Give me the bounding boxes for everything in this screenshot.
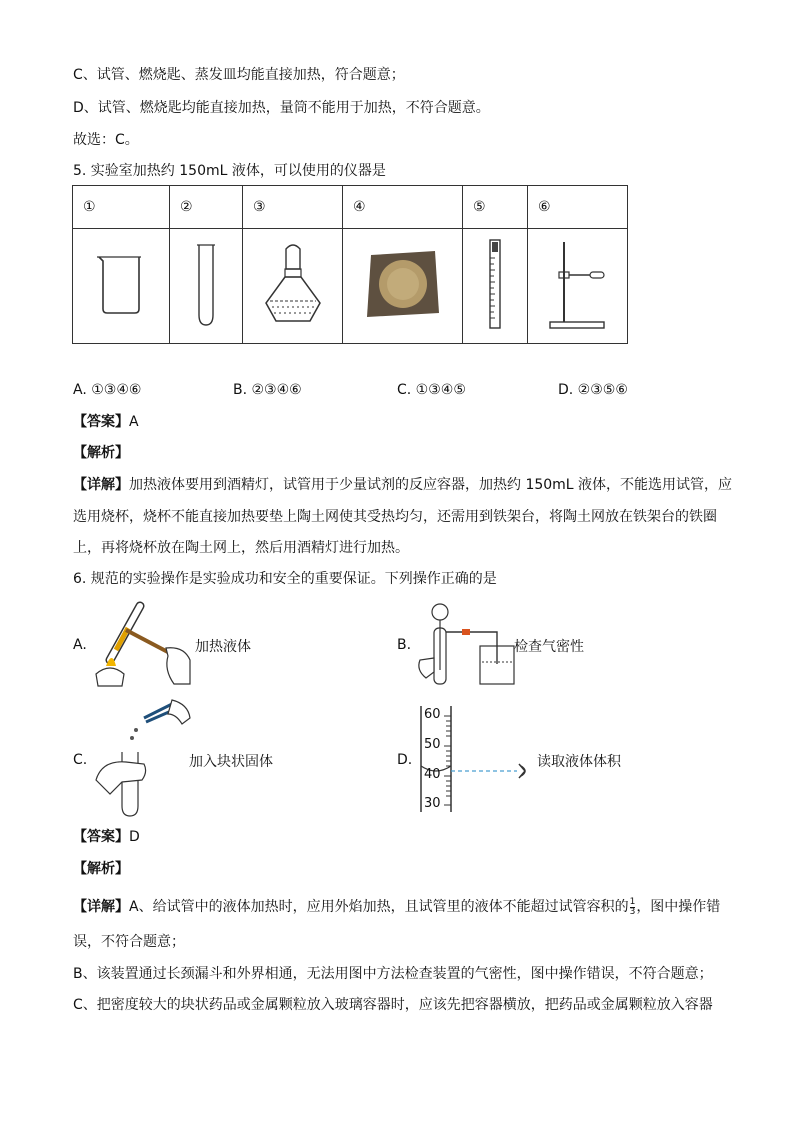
adding-solid-figure [92, 698, 192, 820]
beaker-cell [73, 229, 170, 344]
analysis-tag: 【解析】 [73, 445, 129, 461]
apparatus-number: ④ [343, 186, 463, 229]
scale-label: 50 [424, 737, 441, 752]
q5-detail-line: 选用烧杯，烧杯不能直接加热要垫上陶土网使其受热均匀，还需用到铁架台，将陶土网放在铁架台的铁圈 [73, 509, 717, 525]
graduated-cylinder-icon [483, 236, 507, 332]
q5-option-d: D. ②③⑤⑥ [558, 382, 628, 398]
test-tube-icon [191, 239, 221, 329]
q6-detail-line [73, 897, 720, 917]
q6-detail-line: C、把密度较大的块状药品或金属颗粒放入玻璃容器时，应该先把容器横放，把药品或金属颗粒放入容器 [73, 997, 713, 1013]
iron-stand-icon [546, 236, 610, 332]
fraction [630, 898, 636, 917]
question-5-stem: 5. 实验室加热约 150mL 液体，可以使用的仪器是 [73, 163, 386, 179]
detail-text: A、给试管中的液体加热时，应用外焰加热，且试管里的液体不能超过试管容积的 [129, 899, 629, 915]
answer-tag: 【答案】 [73, 414, 129, 430]
q6-option-c-label: 加入块状固体 [189, 754, 273, 770]
scale-label: 60 [424, 707, 441, 722]
q6-option-b-label: 检查气密性 [514, 639, 584, 655]
q6-option-d-letter: D. [397, 752, 413, 768]
scale-label: 30 [424, 796, 441, 811]
detail-tag: 【详解】 [73, 899, 129, 915]
answer-value: A [129, 414, 139, 430]
q6-option-c-letter: C. [73, 752, 88, 768]
q5-analysis-tag [73, 443, 129, 463]
scale-label: 40 [424, 767, 441, 782]
q6-analysis-tag [73, 859, 129, 879]
beaker-icon [91, 249, 151, 319]
detail-text: ，图中操作错 [636, 899, 721, 915]
apparatus-number: ⑥ [528, 186, 628, 229]
apparatus-number: ② [170, 186, 243, 229]
text-line: C、试管、燃烧匙、蒸发皿均能直接加热，符合题意； [73, 67, 405, 83]
ceramic-gauze-cell [343, 229, 463, 344]
analysis-tag: 【解析】 [73, 861, 129, 877]
q5-option-a: A. ①③④⑥ [73, 382, 142, 398]
q5-option-b: B. ②③④⑥ [233, 382, 302, 398]
detail-tag: 【详解】 [73, 477, 129, 493]
question-6-stem: 6. 规范的实验操作是实验成功和安全的重要保证。下列操作正确的是 [73, 571, 497, 587]
detail-text: 加热液体要用到酒精灯，试管用于少量试剂的反应容器，加热约 150mL 液体，不能选用试管，应 [129, 477, 733, 493]
alcohol-lamp-cell [243, 229, 343, 344]
test-tube-cell [170, 229, 243, 344]
q5-answer [73, 412, 139, 432]
q5-option-c: C. ①③④⑤ [397, 382, 466, 398]
apparatus-table [72, 185, 628, 344]
q6-option-b-letter: B. [397, 637, 412, 653]
q6-option-d-label: 读取液体体积 [537, 754, 621, 770]
heating-liquid-figure [88, 600, 193, 690]
answer-value: D [129, 829, 140, 845]
text-line: D、试管、燃烧匙均能直接加热，量筒不能用于加热，不符合题意。 [73, 100, 490, 116]
apparatus-number: ⑤ [463, 186, 528, 229]
q6-option-a-label: 加热液体 [195, 639, 251, 655]
apparatus-number: ③ [243, 186, 343, 229]
text-line: 故选：C。 [73, 132, 139, 148]
answer-tag: 【答案】 [73, 829, 129, 845]
fraction-numerator: 1 [629, 896, 636, 907]
iron-stand-cell [528, 229, 628, 344]
apparatus-number: ① [73, 186, 170, 229]
fraction-denominator: 3 [629, 906, 636, 917]
alcohol-lamp-icon [258, 239, 328, 329]
q5-detail-line [73, 475, 732, 495]
ceramic-gauze-icon [363, 247, 443, 321]
airtightness-check-figure [412, 600, 517, 690]
q5-detail-line: 上，再将烧杯放在陶土网上，然后用酒精灯进行加热。 [73, 540, 409, 556]
q6-option-a-letter: A. [73, 637, 87, 653]
graduated-cylinder-cell [463, 229, 528, 344]
q6-detail-line: B、该装置通过长颈漏斗和外界相通，无法用图中方法检查装置的气密性，图中操作错误，不符合题意； [73, 966, 713, 982]
q6-detail-line: 误，不符合题意； [73, 934, 185, 950]
q6-answer [73, 827, 140, 847]
